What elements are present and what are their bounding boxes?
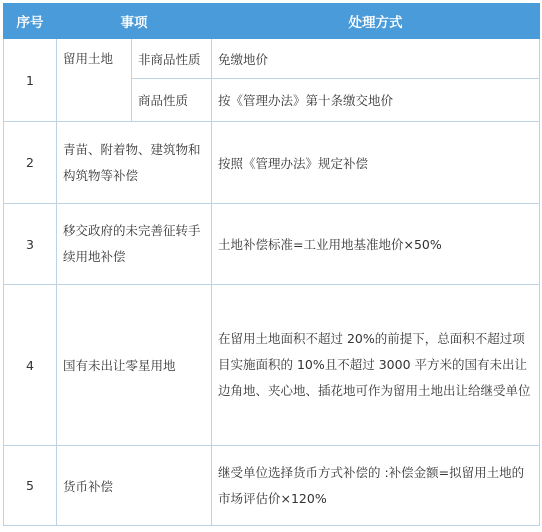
table-row: [4, 285, 540, 446]
table-row: [4, 122, 540, 204]
row-nature: 非商品性质: [132, 39, 212, 79]
table-row: [4, 39, 540, 79]
row-method: 在留用土地面积不超过 20%的前提下，总面积不超过项目实施面积的 10%且不超过 3000 平方米的国有未出让边角地、夹心地、插花地可作为留用土地出让给继受单位: [212, 285, 540, 446]
row-method: 继受单位选择货币方式补偿的 :补偿金额=拟留用土地的市场评估价×120%: [212, 446, 540, 526]
row-item: 国有未出让零星用地: [57, 285, 212, 446]
row-item: 留用土地: [57, 39, 132, 122]
row-item: 货币补偿: [57, 446, 212, 526]
table-row: [4, 446, 540, 526]
table-header-row: [4, 4, 540, 39]
header-no: 序号: [4, 4, 57, 39]
row-number: 5: [4, 446, 57, 526]
header-method: 处理方式: [212, 4, 540, 39]
policy-table: [3, 3, 540, 526]
row-number: 2: [4, 122, 57, 204]
row-method: 按《管理办法》第十条缴交地价: [212, 79, 540, 122]
row-method: 按照《管理办法》规定补偿: [212, 122, 540, 204]
row-method: 土地补偿标准=工业用地基准地价×50%: [212, 204, 540, 285]
row-number: 1: [4, 39, 57, 122]
row-item: 青苗、附着物、建筑物和构筑物等补偿: [57, 122, 212, 204]
header-item: 事项: [57, 4, 212, 39]
row-item: 移交政府的未完善征转手续用地补偿: [57, 204, 212, 285]
row-number: 4: [4, 285, 57, 446]
row-nature: 商品性质: [132, 79, 212, 122]
table-row: [4, 204, 540, 285]
row-number: 3: [4, 204, 57, 285]
row-method: 免缴地价: [212, 39, 540, 79]
